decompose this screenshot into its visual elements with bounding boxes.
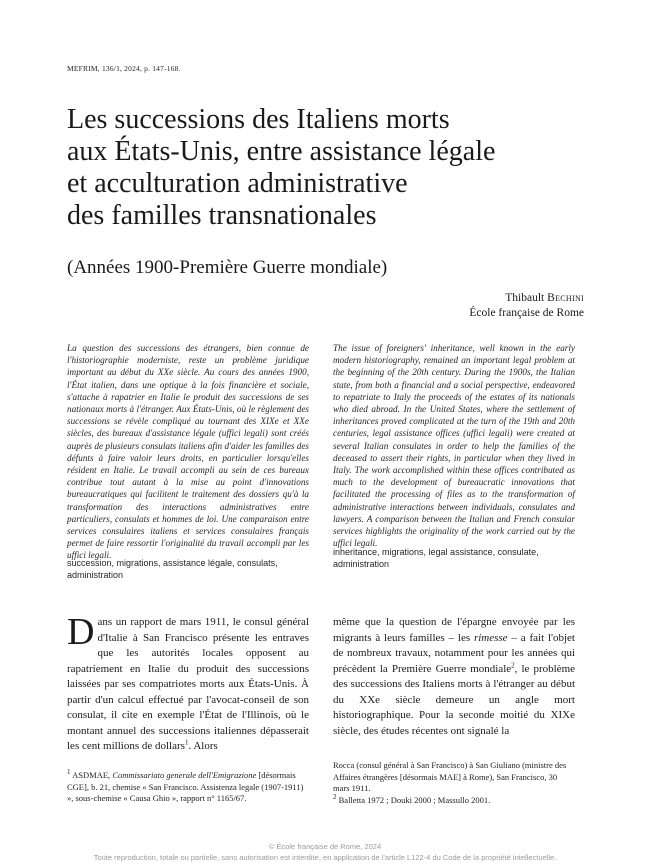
title-line: des familles transnationales [67, 200, 377, 231]
footer-copyright: © École française de Rome, 2024 [268, 842, 382, 851]
footnote-ref[interactable]: 1 [184, 738, 189, 747]
abstract-english: The issue of foreigners' inheritance, well known in the early modern historiography, remained an important legal problem at the beginning of the 20th century. During the 1900s, the Italian state, from both a financial and a social perspective, endeavored to repatriate to Italy the proceeds of the estates of its nationals who died abroad. In the United States, where the settlement of inheritances proved complicated at the turn of the 19th and 20th centuries, legal assistance offices (uffici legali) were created at several Italian consulates in order to help the families of the deceased to assert their rights, in particular when they lived in Italy. The work accomplished within these offices contributed as much to the development of bureaucratic innovations that facilitated the processing of files as to the transformation of administrative interactions between individuals, consulates and lawyers. A comparison between the Italian and French consular services highlights the originality of the work carried out by the uffici legali. [333, 343, 575, 549]
abstract-french: La question des successions des étrangers, bien connue de l'historiographie moderniste, reste un problème juridique important au début du XXe siècle. Au cours des années 1900, l'État italien, dans une optique à la fois financière et sociale, s'attache à rapatrier en Italie le produit des successions de ses nationaux morts à l'étranger. Aux États-Unis, où le règlement des successions se révèle compliqué au tournant des XIXe et XXe siècles, des bureaux d'assistance légale (uffici legali) sont créés auprès de plusieurs consulats italiens afin d'aider les familles des défunts à faire valoir leurs droits, en particulier lorsqu'elles résident en Italie. Le travail accompli au sein de ces bureaux contribue tout autant à la mise au point d'innovations bureaucratiques qui facilitent le traitement des dossiers qu'à la transformation des interactions administratives entre particuliers, consulats et hommes de loi. Une comparaison entre services consulaires italiens et services consulaires français permet de faire ressortir l'originalité du travail accompli par les uffici legali. [67, 343, 309, 561]
footnote-2 [333, 792, 575, 807]
body-column-left [67, 611, 309, 755]
author-first-name: Thibault [505, 292, 548, 304]
footnotes-right [333, 760, 575, 806]
footer-rights-notice: Toute reproduction, totale ou partielle, sans autorisation est interdite, en application de l'article L122-4 du Code de la propriété intellectuelle. [93, 853, 557, 862]
author-affiliation: École française de Rome [469, 307, 584, 319]
body-text: – a fait l'objet de nombreux travaux, notamment pour les années qui précèdent la Première Guerre mondiale [333, 631, 575, 675]
footnote-number: 1 [67, 768, 71, 777]
body-column-right [333, 615, 575, 739]
author-block [469, 291, 584, 321]
body-text: , le problème des successions des Italiens morts à l'étranger au début du XXe siècle demeure un angle mort historiographique. Pour la seconde moitié du XIXe siècle, des études récentes ont signalé la [333, 662, 576, 737]
body-text: . Alors [188, 740, 218, 752]
body-text: ans un rapport de mars 1911, le consul général d'Italie à San Francisco présente les entraves que les autorités locales opposent au rapatriement en Italie du produit des successions laissées par ses compatriotes morts aux États-Unis. À partir d'un calcul effectué par l'avocat-conseil de son consulat, il cite en exemple l'État de l'Illinois, où le montant annuel des successions italiennes dépasserait les cent millions de dollars [67, 616, 309, 752]
footnote-text: [désormais CGE], b. 21, chemise « San Francisco. Assistenza legale (1907-1911) », sous-chemise « Causa Ghio », rapport n° 1165/67. [67, 770, 304, 803]
article-subtitle: (Années 1900-Première Guerre mondiale) [67, 257, 388, 278]
author-last-name: Bechini [547, 292, 584, 304]
body-text-italic: rimesse [473, 631, 508, 644]
title-line: et acculturation administrative [67, 168, 408, 199]
drop-cap: D [67, 611, 95, 653]
footnote-1-continued: Rocca (consul général à San Francisco) à San Giuliano (ministre des Affaires étrangères [désormais MAE] à Rome), San Francisco, 30 mars 1911. [333, 760, 567, 793]
footnote-text-italic: Commissariato generale dell'Emigrazione [112, 770, 257, 780]
author-name [469, 291, 584, 306]
footnote-number: 2 [333, 792, 337, 801]
keywords-english: inheritance, migrations, legal assistance, consulate, administration [333, 547, 539, 569]
keywords-french: succession, migrations, assistance légale, consulats, administration [67, 558, 278, 580]
footnote-text: ASDMAE, [70, 770, 113, 780]
footnote-ref[interactable]: 2 [511, 660, 515, 669]
article-title [67, 104, 587, 232]
footnote-text: Balletta 1972 ; Douki 2000 ; Massullo 2001. [336, 794, 491, 805]
title-line: Les successions des Italiens morts [67, 104, 450, 135]
body-text: même que la question de l'épargne envoyée par les migrants à leurs familles – les [333, 616, 575, 644]
title-line: aux États-Unis, entre assistance légale [67, 136, 496, 167]
journal-citation: MEFRIM, 136/1, 2024, p. 147-168. [67, 64, 181, 73]
footnote-1 [67, 770, 309, 805]
